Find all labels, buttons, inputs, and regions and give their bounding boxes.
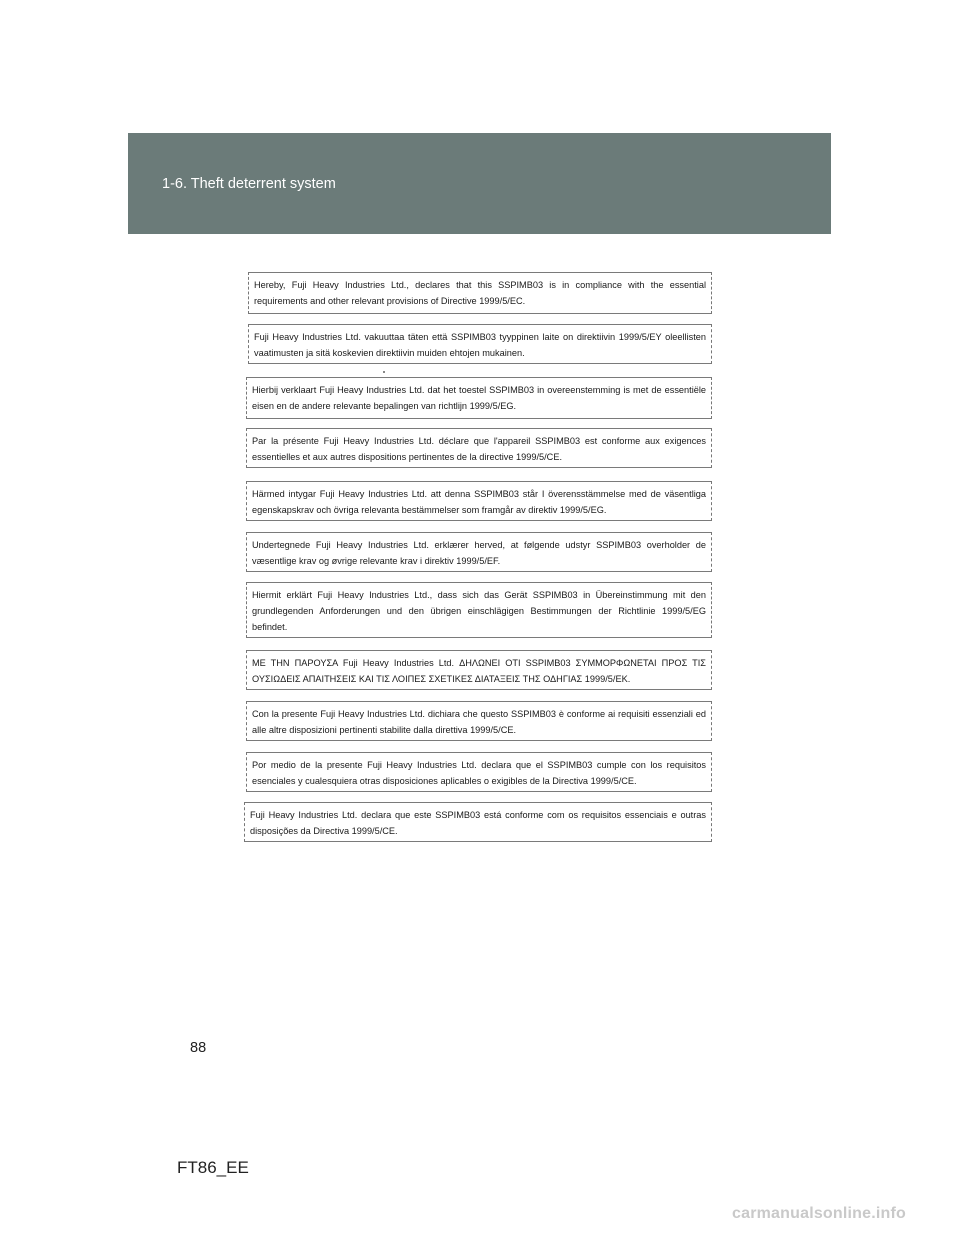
site-watermark: carmanualsonline.info	[732, 1205, 907, 1222]
declaration-text: Fuji Heavy Industries Ltd. vakuuttaa täten että SSPIMB03 tyyppinen laite on direktiivin 1999/5/EY oleellisten vaatimusten ja sitä koskevien direktiivin muiden ehtojen mukainen.	[254, 332, 706, 358]
section-title: 1-6. Theft deterrent system	[162, 176, 336, 192]
scan-speck	[383, 371, 385, 373]
declaration-text: Par la présente Fuji Heavy Industries Ltd. déclare que l'appareil SSPIMB03 est conforme aux exigences essentielles et aux autres dispositions pertinentes de la directive 1999/5/CE.	[252, 436, 706, 462]
declaration-text: Fuji Heavy Industries Ltd. declara que este SSPIMB03 está conforme com os requisitos essenciais e outras disposições da Directiva 1999/5/CE.	[250, 810, 706, 836]
declaration-swedish	[246, 481, 712, 521]
declaration-text: Hereby, Fuji Heavy Industries Ltd., declares that this SSPIMB03 is in compliance with the essential requirements and other relevant provisions of Directive 1999/5/EC.	[254, 280, 706, 306]
declaration-text: Con la presente Fuji Heavy Industries Ltd. dichiara che questo SSPIMB03 è conforme ai requisiti essenziali ed alle altre disposizioni pertinenti stabilite dalla direttiva 1999/5/CE.	[252, 709, 706, 735]
declaration-greek	[246, 650, 712, 690]
declaration-dutch	[246, 377, 712, 419]
section-header-bar	[128, 133, 831, 234]
declaration-text: Hiermit erklärt Fuji Heavy Industries Ltd., dass sich das Gerät SSPIMB03 in Übereinstimmung mit den grundlegenden Anforderungen und den übrigen einschlägigen Bestimmungen der Richtlinie 1999/5/EG befindet.	[252, 590, 706, 632]
document-code: FT86_EE	[177, 1158, 249, 1177]
declaration-text: Härmed intygar Fuji Heavy Industries Ltd. att denna SSPIMB03 står I överensstämmelse med de väsentliga egenskapskrav och övriga relevanta bestämmelser som framgår av direktiv 1999/5/EG.	[252, 489, 706, 515]
declaration-spanish	[246, 752, 712, 792]
declaration-french	[246, 428, 712, 468]
declaration-italian	[246, 701, 712, 741]
declaration-text: Undertegnede Fuji Heavy Industries Ltd. erklærer herved, at følgende udstyr SSPIMB03 overholder de væsentlige krav og øvrige relevante krav i direktiv 1999/5/EF.	[252, 540, 706, 566]
declaration-text: ΜΕ ΤΗΝ ΠΑΡΟΥΣΑ Fuji Heavy Industries Ltd. ΔΗΛΩΝΕΙ ΟΤΙ SSPIMB03 ΣΥΜΜΟΡΦΩΝΕΤΑΙ ΠΡΟΣ ΤΙΣ ΟΥΣΙΩΔΕΙΣ ΑΠΑΙΤΗΣΕΙΣ ΚΑΙ ΤΙΣ ΛΟΙΠΕΣ ΣΧΕΤΙΚΕΣ ΔΙΑΤΑΞΕΙΣ ΤΗΣ ΟΔΗΓΙΑΣ 1999/5/ΕΚ.	[252, 658, 706, 684]
declaration-german	[246, 582, 712, 638]
declaration-danish	[246, 532, 712, 572]
declaration-portuguese	[244, 802, 712, 842]
declaration-text: Por medio de la presente Fuji Heavy Industries Ltd. declara que el SSPIMB03 cumple con los requisitos esenciales y cualesquiera otras disposiciones aplicables o exigibles de la Directiva 1999/5/CE.	[252, 760, 706, 786]
declaration-finnish	[248, 324, 712, 364]
declaration-text: Hierbij verklaart Fuji Heavy Industries Ltd. dat het toestel SSPIMB03 in overeenstemming is met de essentiële eisen en de andere relevante bepalingen van richtlijn 1999/5/EG.	[252, 385, 706, 411]
declaration-english	[248, 272, 712, 314]
page-number: 88	[190, 1040, 207, 1056]
